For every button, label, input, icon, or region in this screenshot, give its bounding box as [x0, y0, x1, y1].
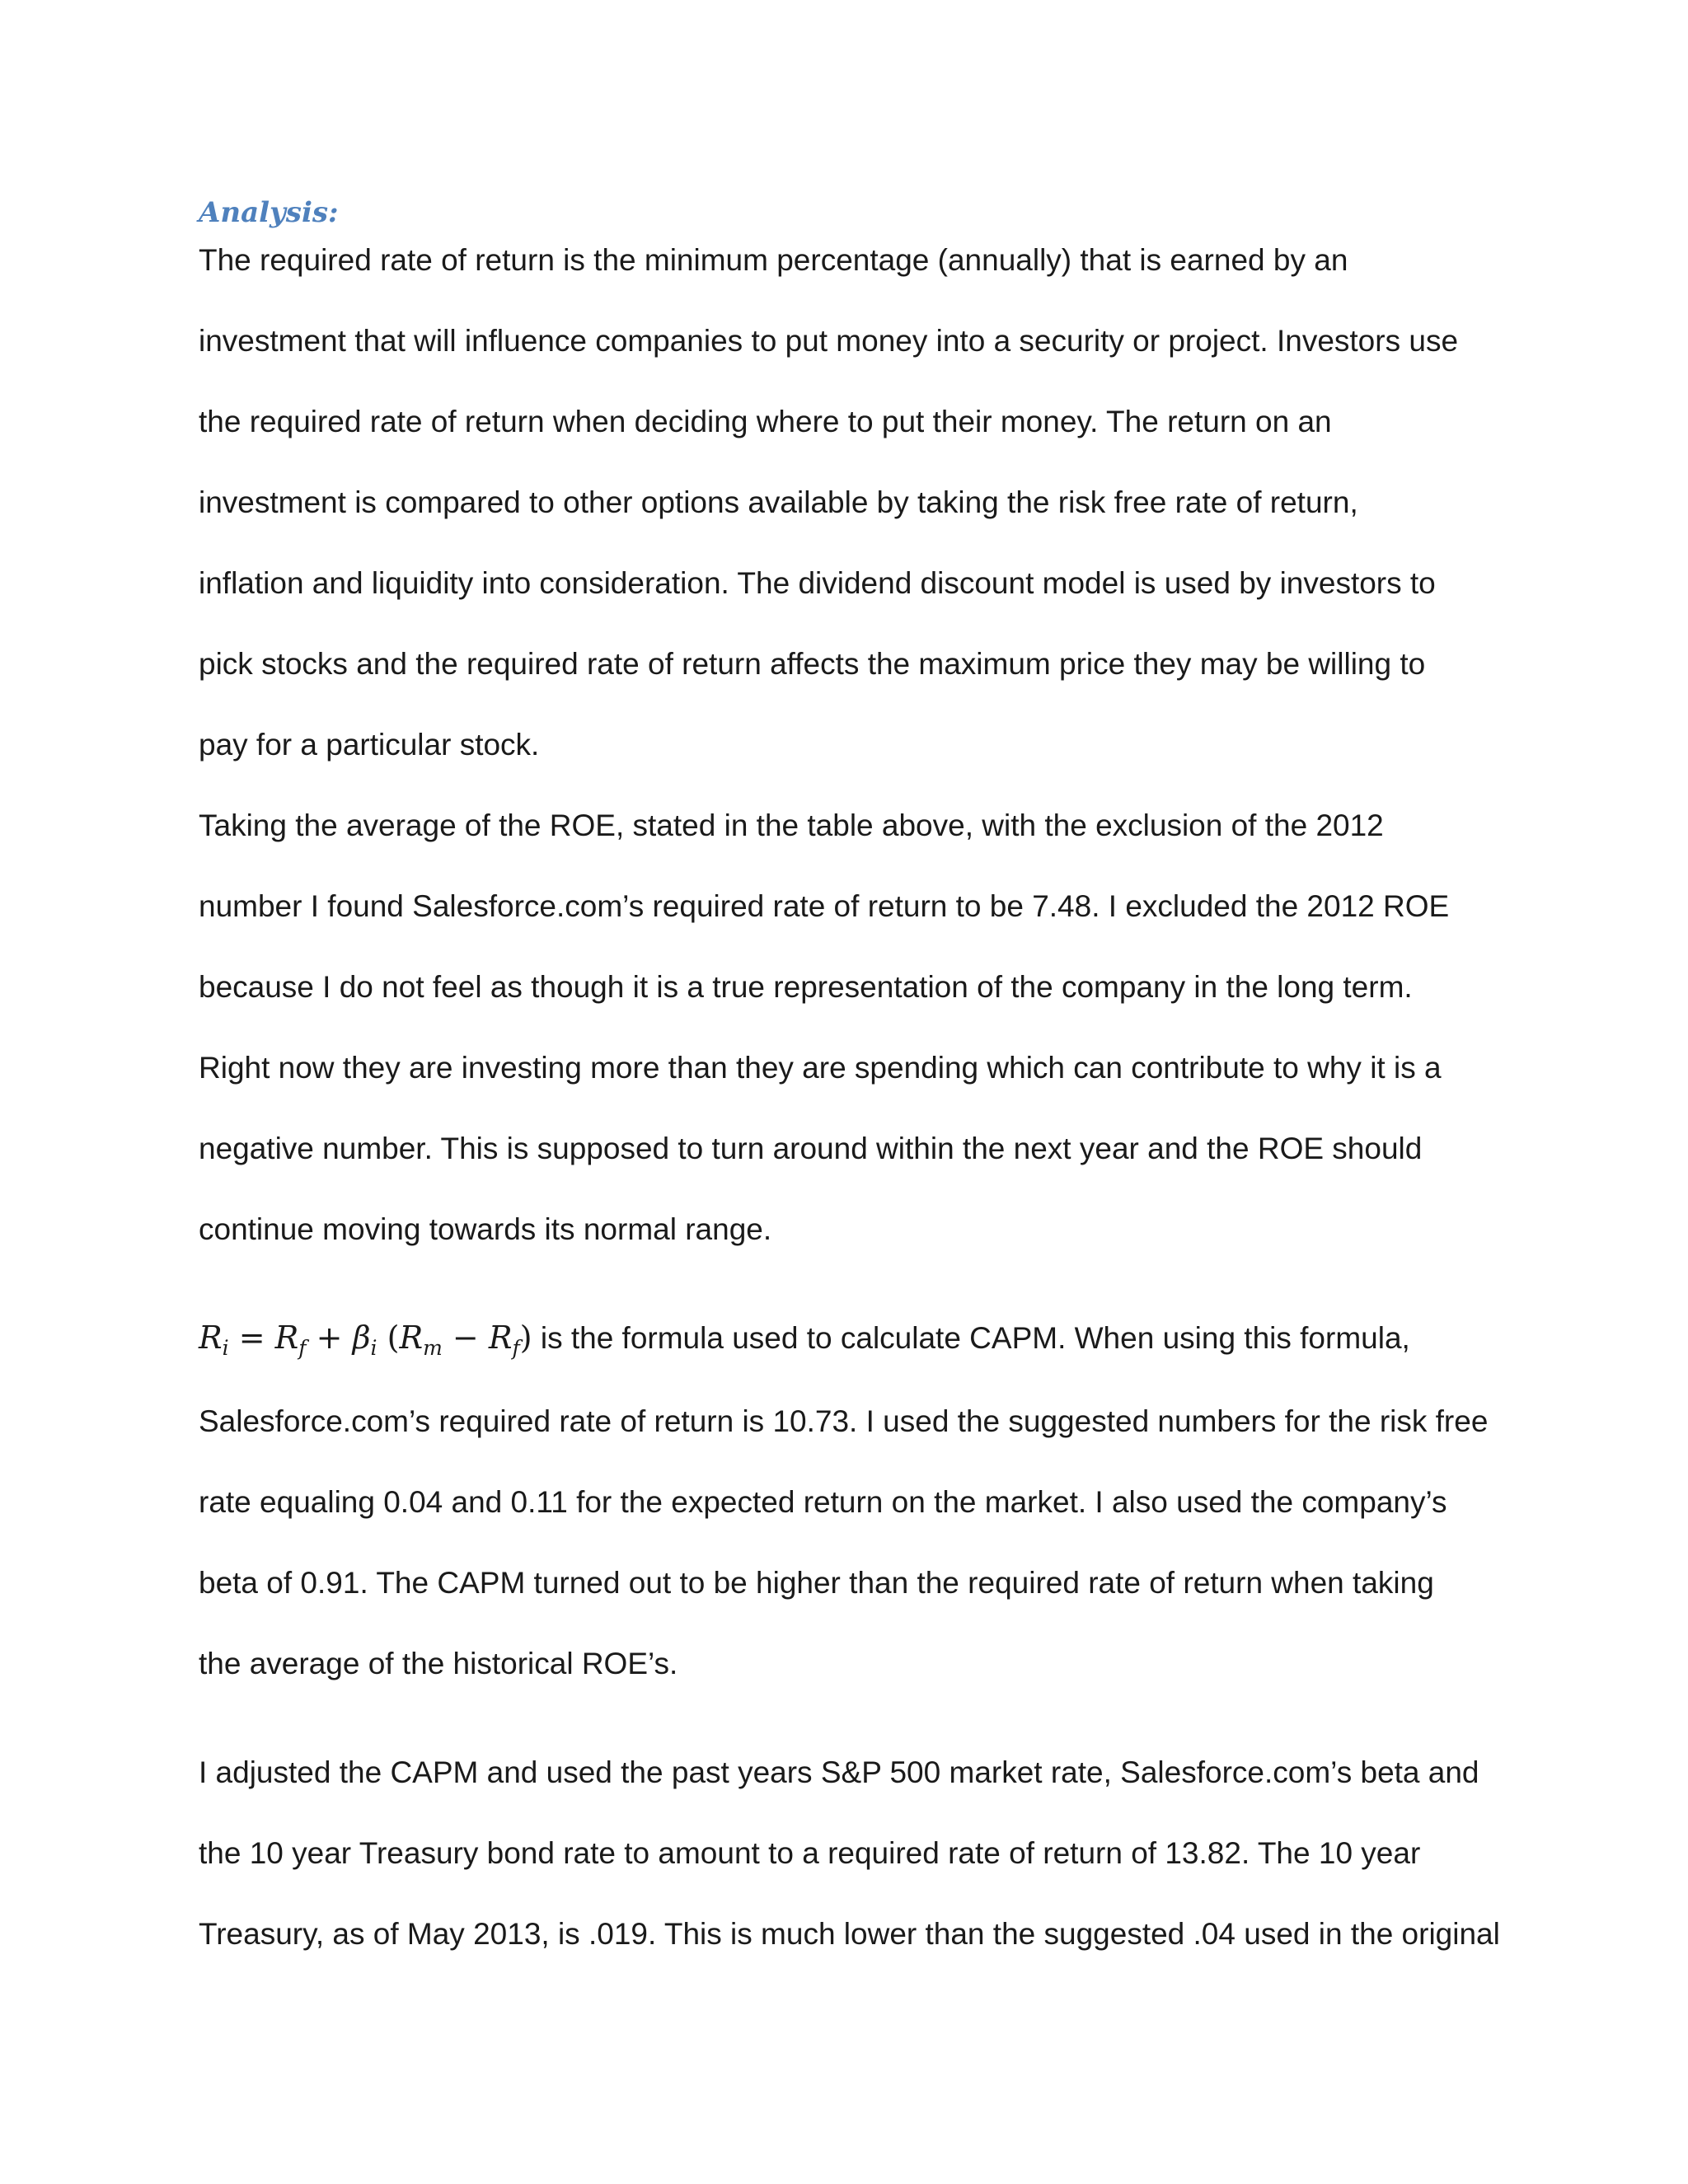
paragraph-4-line-2: the 10 year Treasury bond rate to amount to a required rate of return of 13.82. The 10 year — [199, 1836, 1421, 1870]
paragraph-3-line-1: Salesforce.com’s required rate of return is 10.73. I used the suggested numbers for the risk free — [199, 1404, 1489, 1438]
paragraph-1-line-3: the required rate of return when deciding where to put their money. The return on an — [199, 405, 1332, 438]
paragraph-2-line-3: because I do not feel as though it is a true representation of the company in the long term. — [199, 970, 1413, 1004]
paragraph-2-line-5: negative number. This is supposed to turn around within the next year and the ROE should — [199, 1132, 1423, 1165]
paragraph-3-line-4: the average of the historical ROE’s. — [199, 1647, 678, 1680]
paragraph-1-line-6: pick stocks and the required rate of return affects the maximum price they may be willing to — [199, 647, 1426, 681]
paragraph-2-line-6: continue moving towards its normal range. — [199, 1212, 772, 1246]
paragraph-4-line-3: Treasury, as of May 2013, is .019. This is much lower than the suggested .04 used in the original — [199, 1917, 1500, 1951]
paragraph-1-line-1: The required rate of return is the minimum percentage (annually) that is earned by an — [199, 243, 1348, 277]
paragraph-2-line-4: Right now they are investing more than they are spending which can contribute to why it is a — [199, 1051, 1442, 1085]
paragraph-4-line-1: I adjusted the CAPM and used the past years S&P 500 market rate, Salesforce.com’s beta and — [199, 1755, 1479, 1789]
paragraph-1-line-5: inflation and liquidity into consideration. The dividend discount model is used by investors to — [199, 566, 1436, 600]
capm-formula: $R_i = R_f + \beta_i$ $(R_m - R_f)$ — [199, 1319, 532, 1360]
paragraph-3-line-2: rate equaling 0.04 and 0.11 for the expected return on the market. I also used the company’s — [199, 1485, 1447, 1519]
section-heading: Analysis: — [199, 196, 339, 229]
paragraph-2-line-1: Taking the average of the ROE, stated in the table above, with the exclusion of the 2012 — [199, 808, 1384, 842]
capm-formula-caption: is the formula used to calculate CAPM. When using this formula, — [532, 1321, 1410, 1355]
capm-formula-line — [199, 1319, 1410, 1360]
paragraph-3-line-3: beta of 0.91. The CAPM turned out to be higher than the required rate of return when taking — [199, 1566, 1434, 1600]
paragraph-1-line-2: investment that will influence companies to put money into a security or project. Investors use — [199, 324, 1459, 358]
paragraph-1-line-7: pay for a particular stock. — [199, 728, 540, 762]
paragraph-2-line-2: number I found Salesforce.com’s required rate of return to be 7.48. I excluded the 2012 ROE — [199, 889, 1450, 923]
paragraph-1-line-4: investment is compared to other options available by taking the risk free rate of return, — [199, 485, 1358, 519]
